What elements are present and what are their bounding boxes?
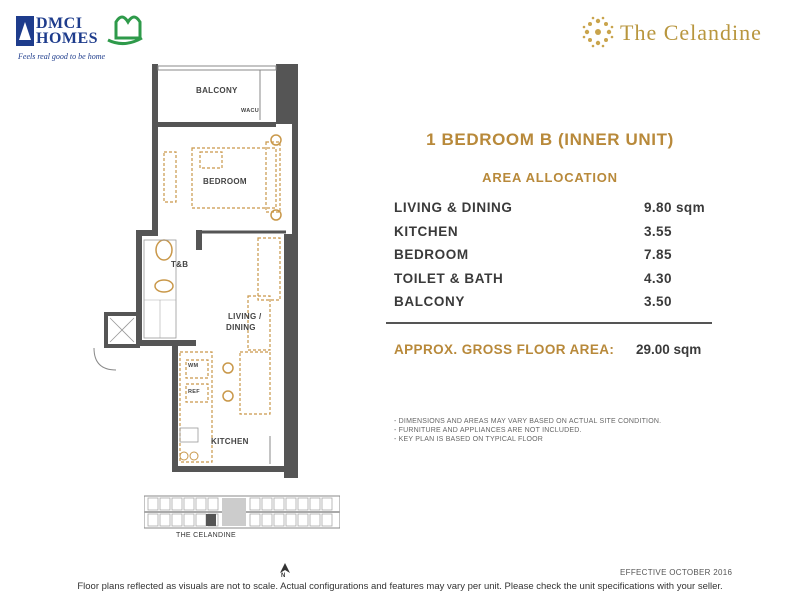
room-label-dining-line: DINING (226, 323, 256, 332)
effective-date: EFFECTIVE OCTOBER 2016 (620, 568, 733, 577)
area-row-value: 7.85 (644, 247, 672, 262)
key-plan-label: THE CELANDINE (176, 532, 236, 539)
balcony-railing (158, 66, 276, 70)
room-label-bedroom: BEDROOM (203, 177, 247, 186)
room-label-living: LIVING / (228, 312, 262, 321)
unit-type-title: 1 BEDROOM B (INNER UNIT) (426, 130, 674, 149)
unit-floor-plan (80, 60, 320, 480)
area-row-value: 9.80 sqm (644, 200, 705, 215)
note-item: - KEY PLAN IS BASED ON TYPICAL FLOOR (394, 436, 544, 443)
note-item: - DIMENSIONS AND AREAS MAY VARY BASED ON ACTUAL SITE CONDITION. (394, 418, 662, 425)
gross-floor-area-value: 29.00 sqm (636, 342, 702, 357)
key-plan-unit-highlight (206, 514, 216, 526)
room-label-wacu: WACU (241, 108, 260, 114)
wall-bottom (172, 466, 284, 472)
area-row-label: BEDROOM (394, 247, 469, 262)
area-row-label: TOILET & BATH (394, 271, 504, 286)
room-label-balcony: BALCONY (196, 86, 238, 95)
room-label-ref: REF (188, 389, 200, 395)
the-celandine-wordmark: The Celandine (620, 20, 762, 45)
kitchen-sink (180, 428, 198, 442)
the-celandine-logo (578, 12, 790, 52)
key-plan (144, 494, 340, 530)
footer-disclaimer: Floor plans reflected as visuals are not to scale. Actual configurations and features may vary per unit. Please check the unit specifications with your seller. (77, 581, 723, 592)
area-row-value: 4.30 (644, 271, 672, 286)
dmci-homes-wordmark: DMCI HOMES (36, 15, 99, 47)
wall-left-upper (152, 64, 158, 230)
note-item: - FURNITURE AND APPLIANCES ARE NOT INCLUDED. (394, 427, 582, 434)
north-label: N (281, 573, 286, 579)
room-label-kitchen: KITCHEN (211, 437, 249, 446)
area-row-value: 3.55 (644, 224, 672, 239)
area-row-value: 3.50 (644, 294, 672, 309)
wall-balcony-bedroom (158, 122, 276, 127)
area-row-label: KITCHEN (394, 224, 459, 239)
celandine-flower-icon (580, 14, 616, 50)
area-allocation-heading: AREA ALLOCATION (482, 170, 618, 185)
wall-right-lower (284, 234, 298, 478)
gross-floor-area-label: APPROX. GROSS FLOOR AREA: (394, 342, 615, 357)
wall-right-top (276, 64, 298, 124)
area-divider (386, 322, 712, 324)
dmci-homes-logo (8, 10, 148, 62)
area-row-label: BALCONY (394, 294, 465, 309)
room-label-tb: T&B (171, 260, 189, 269)
dmci-tagline: Feels real good to be home (18, 52, 106, 61)
area-row-label: LIVING & DINING (394, 200, 513, 215)
room-label-wm: WM (188, 363, 199, 369)
